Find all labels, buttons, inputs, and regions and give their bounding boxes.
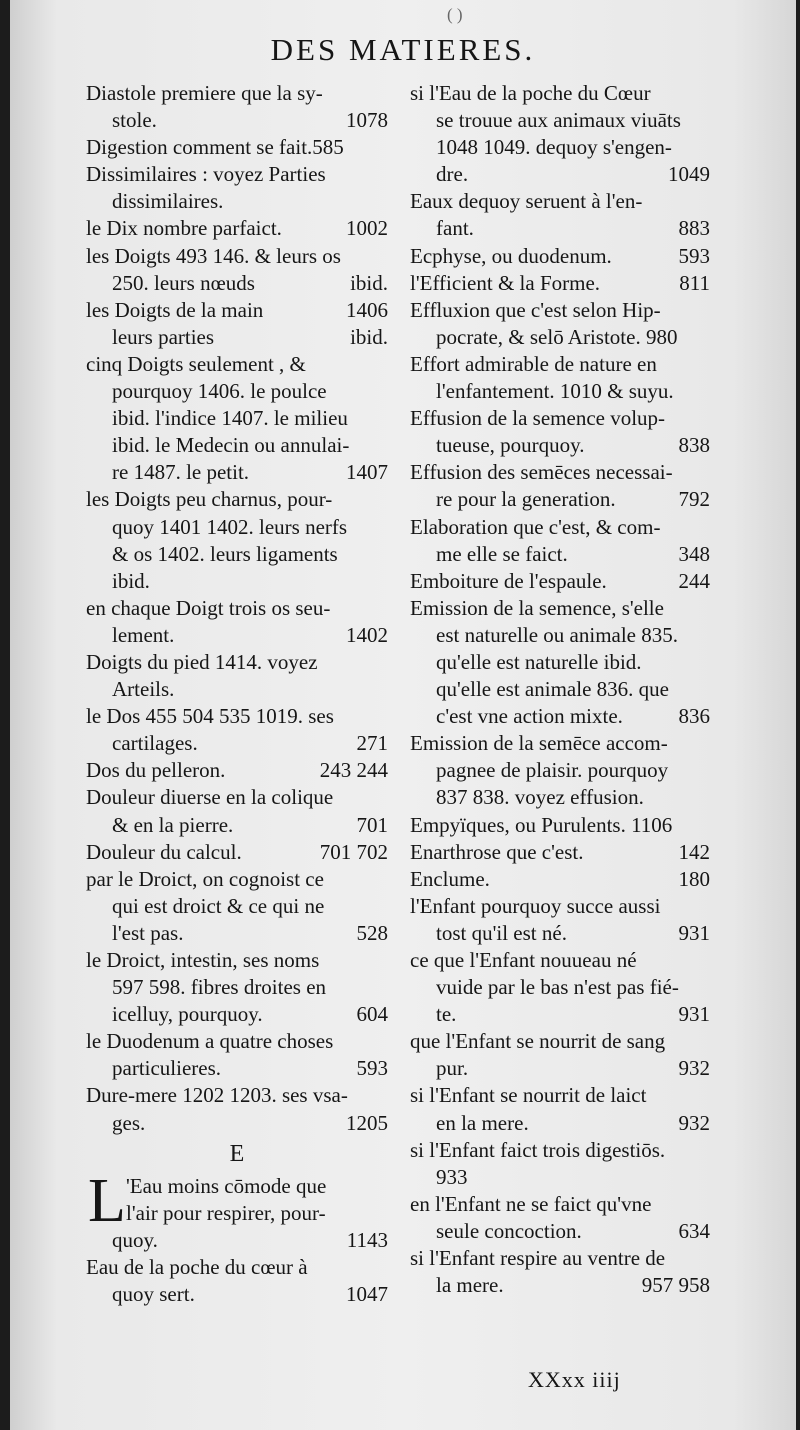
index-entry [410, 812, 710, 839]
entry-text: Doigts du pied 1414. voyez [86, 649, 318, 674]
index-entry [86, 1254, 388, 1308]
entry-line [86, 812, 388, 839]
entry-line [86, 1110, 388, 1137]
entry-line [410, 541, 710, 568]
index-entry [86, 649, 388, 703]
entry-text: Ecphyse, ou duodenum. [410, 243, 612, 268]
page-number: ibid. [350, 324, 388, 349]
page-number: 811 [679, 270, 710, 295]
entry-text: 597 598. fibres droites en [112, 975, 327, 1000]
page-number: 243 244 [319, 758, 388, 783]
entry-text: l'Efficient & la Forme. [410, 270, 601, 295]
index-entry [410, 405, 710, 459]
entry-text: les Doigts de la main [86, 297, 264, 322]
entry-text: le Dix nombre parfaict. [86, 216, 282, 241]
page-number: 348 [678, 541, 710, 566]
page-number: 1002 [346, 216, 388, 241]
entry-line [410, 595, 710, 622]
entry-line [86, 243, 388, 270]
page-number: 701 [356, 812, 388, 837]
index-entry [86, 1082, 388, 1136]
entry-line [410, 893, 710, 920]
page-number: ibid. [350, 270, 388, 295]
entry-line [410, 1055, 710, 1082]
entry-text: Emboiture de l'espaule. [410, 568, 607, 593]
index-entry [410, 243, 710, 270]
index-entry [410, 893, 710, 947]
entry-line [86, 730, 388, 757]
entry-line [410, 676, 710, 703]
page-number: 593 [678, 243, 710, 268]
entry-text: que l'Enfant se nourrit de sang [410, 1029, 666, 1054]
entry-text: Diastole premiere que la sy- [86, 81, 323, 105]
entry-line [86, 649, 388, 676]
entry-line [86, 1281, 388, 1308]
entry-line [410, 432, 710, 459]
page-number: 932 [678, 1056, 710, 1081]
entry-line [410, 568, 710, 595]
entry-line [86, 188, 388, 215]
index-entry [410, 595, 710, 730]
page-number: 142 [678, 839, 710, 864]
signature-mark: XXxx iiij [528, 1367, 621, 1392]
page-number: 180 [678, 866, 710, 891]
index-entry [86, 80, 388, 134]
index-entry [410, 1028, 710, 1082]
entry-line [86, 297, 388, 324]
entry-text: si l'Enfant se nourrit de laict [410, 1083, 647, 1108]
entry-text: ibid. l'indice 1407. le milieu [112, 406, 348, 431]
entry-text: te. [436, 1002, 457, 1027]
entry-text: l'enfantement. 1010 & suyu. [436, 379, 674, 404]
dropcap-entry [86, 1166, 388, 1254]
entry-text: 933 [436, 1164, 468, 1189]
index-entry [86, 784, 388, 838]
entry-line [86, 568, 388, 595]
page-number: 883 [678, 216, 710, 241]
entry-line [410, 703, 710, 730]
index-entry [86, 757, 388, 784]
entry-text: Arteils. [112, 677, 175, 702]
entry-text: qui est droict & ce qui ne [112, 893, 325, 918]
entry-line [410, 649, 710, 676]
entry-text: le Duodenum a quatre choses [86, 1029, 334, 1054]
entry-line [86, 947, 388, 974]
index-entry [410, 568, 710, 595]
index-entry [410, 1082, 710, 1136]
index-entry [410, 351, 710, 405]
entry-line [86, 80, 388, 107]
entry-line [410, 974, 710, 1001]
entry-text: Eau de la poche du cœur à [86, 1254, 308, 1279]
index-entry [86, 243, 388, 297]
index-entry [86, 486, 388, 594]
page-number: 593 [356, 1056, 388, 1081]
entry-line [86, 1028, 388, 1055]
entry-text: 250. leurs nœuds [112, 270, 255, 295]
entry-line [410, 1164, 710, 1191]
entry-line [86, 432, 388, 459]
entry-line [410, 324, 710, 351]
entry-text: 837 838. voyez effusion. [436, 785, 644, 810]
page-number: 271 [356, 731, 388, 756]
entry-line [86, 1082, 388, 1109]
index-entry [410, 947, 710, 1028]
entry-line [410, 839, 710, 866]
entry-line [410, 1218, 710, 1245]
page-number: 1078 [346, 108, 388, 133]
entry-text: l'Enfant pourquoy succe aussi [410, 893, 661, 918]
entry-text: pocrate, & selō Aristote. 980 [436, 324, 678, 349]
entry-line [410, 920, 710, 947]
entry-text: Eaux dequoy seruent à l'en- [410, 189, 643, 214]
entry-line [410, 1245, 710, 1272]
entry-text: se trouue aux animaux viuāts [436, 108, 681, 133]
entry-text: ibid. [112, 568, 150, 593]
entry-line [410, 1272, 710, 1299]
entry-line [86, 270, 388, 297]
entry-text: Effusion de la semence volup- [410, 406, 666, 431]
book-page [10, 0, 796, 1430]
entry-line [410, 757, 710, 784]
entry-line [86, 893, 388, 920]
index-entry [410, 80, 710, 188]
entry-text: 1048 1049. dequoy s'engen- [436, 135, 672, 160]
index-entry [86, 947, 388, 1028]
index-entry [86, 161, 388, 215]
page-number: 1406 [346, 297, 388, 322]
index-entry [410, 514, 710, 568]
entry-line [86, 486, 388, 513]
entry-text: cinq Doigts seulement , & [86, 351, 306, 376]
page-number: 1407 [346, 460, 388, 485]
index-entry [410, 1191, 710, 1245]
entry-text: Enclume. [410, 866, 490, 891]
entry-line [86, 757, 388, 784]
entry-text: re 1487. le petit. [112, 460, 250, 485]
index-entry [86, 134, 388, 161]
entry-text: Digestion comment se fait.585 [86, 135, 344, 160]
entry-text: dre. [436, 162, 469, 187]
entry-line [86, 784, 388, 811]
entry-line [86, 161, 388, 188]
entry-text: Dissimilaires : voyez Parties [86, 162, 326, 187]
entry-text: pagnee de plaisir. pourquoy [436, 758, 669, 783]
entry-text: re pour la generation. [436, 487, 616, 512]
entry-text: quoy sert. [112, 1282, 195, 1307]
entry-line [86, 676, 388, 703]
entry-text: fant. [436, 216, 474, 241]
entry-line [410, 514, 710, 541]
right-column [410, 80, 710, 1299]
entry-line [410, 1110, 710, 1137]
entry-line [410, 459, 710, 486]
index-entry [86, 1028, 388, 1082]
index-entry [86, 215, 388, 242]
entry-text: stole. [112, 108, 157, 133]
entry-line [410, 947, 710, 974]
page-number: 836 [678, 704, 710, 729]
entry-line [86, 215, 388, 242]
entry-line: l'air pour respirer, pour- [126, 1200, 326, 1225]
entry-text: en la mere. [436, 1110, 529, 1135]
entry-line [410, 378, 710, 405]
entry-line [86, 541, 388, 568]
entry-line [410, 1082, 710, 1109]
left-column [86, 80, 388, 1308]
index-entry [410, 188, 710, 242]
entry-text: ges. [112, 1110, 146, 1135]
entry-line [86, 1001, 388, 1028]
top-mark: ( ) [447, 5, 463, 24]
entry-text: Emission de la semence, s'elle [410, 595, 664, 620]
entry-text: Effort admirable de nature en [410, 351, 657, 376]
page-title: DES MATIERES. [270, 32, 536, 67]
entry-text: lement. [112, 622, 175, 647]
index-entry [86, 703, 388, 757]
entry-line [86, 1227, 388, 1254]
entry-text: si l'Enfant faict trois digestiōs. [410, 1137, 666, 1162]
entry-text: tost qu'il est né. [436, 920, 567, 945]
entry-text: dissimilaires. [112, 189, 224, 214]
entry-line [410, 866, 710, 893]
entry-line [410, 486, 710, 513]
section-letter: E [229, 1140, 245, 1167]
page-number: 634 [678, 1218, 710, 1243]
entry-text: le Droict, intestin, ses noms [86, 948, 320, 972]
entry-text: Effusion des semēces necessai- [410, 460, 673, 485]
entry-text: quoy. [112, 1227, 158, 1252]
entry-text: Enarthrose que c'est. [410, 839, 584, 864]
entry-line [86, 866, 388, 893]
entry-line [410, 1001, 710, 1028]
entry-line [410, 622, 710, 649]
entry-line [410, 161, 710, 188]
entry-text: seule concoction. [436, 1218, 582, 1243]
entry-text: Empyïques, ou Purulents. 1106 [410, 812, 673, 837]
page-number: 932 [678, 1110, 710, 1135]
entry-line [410, 1028, 710, 1055]
entry-text: les Doigts peu charnus, pour- [86, 487, 333, 512]
entry-text: particulieres. [112, 1056, 222, 1081]
entry-line [86, 378, 388, 405]
index-entry [86, 866, 388, 947]
entry-text: le Dos 455 504 535 1019. ses [86, 704, 334, 729]
entry-text: icelluy, pourquoy. [112, 1002, 263, 1027]
entry-text: ce que l'Enfant nouueau né [410, 948, 637, 972]
entry-text: pur. [436, 1056, 469, 1081]
entry-line [86, 595, 388, 622]
entry-text: est naturelle ou animale 835. [436, 622, 679, 647]
entry-line [410, 107, 710, 134]
entry-text: en l'Enfant ne se faict qu'vne [410, 1191, 652, 1216]
page-number: 792 [678, 487, 710, 512]
page-number: 701 702 [319, 839, 388, 864]
entry-line [86, 920, 388, 947]
entry-text: par le Droict, on cognoist ce [86, 866, 324, 891]
index-entry [86, 1166, 388, 1254]
entry-text: en chaque Doigt trois os seu- [86, 595, 331, 620]
entry-text: si l'Enfant respire au ventre de [410, 1246, 666, 1271]
index-entry [86, 351, 388, 486]
entry-text: Dos du pelleron. [86, 758, 226, 783]
entry-text: & en la pierre. [112, 812, 234, 837]
index-entry [86, 839, 388, 866]
page-number: 931 [678, 920, 710, 945]
index-entry [410, 1245, 710, 1299]
page-number: 957 958 [641, 1273, 710, 1298]
index-entry [410, 866, 710, 893]
entry-line [86, 351, 388, 378]
entry-text: vuide par le bas n'est pas fié- [436, 975, 679, 1000]
entry-text: Emission de la semēce accom- [410, 731, 668, 756]
index-entry [410, 297, 710, 351]
entry-text: Douleur diuerse en la colique [86, 785, 334, 810]
entry-line [86, 134, 388, 161]
entry-line [86, 107, 388, 134]
entry-line [86, 1055, 388, 1082]
entry-line [410, 351, 710, 378]
entry-line [86, 703, 388, 730]
entry-text: leurs parties [112, 324, 215, 349]
entry-text: si l'Eau de la poche du Cœur [410, 81, 651, 105]
page-number: 1049 [668, 162, 710, 187]
index-entry [86, 297, 388, 351]
entry-line [86, 514, 388, 541]
entry-text: tueuse, pourquoy. [436, 433, 585, 458]
left-entries-after [86, 1254, 388, 1308]
entry-text: Dure-mere 1202 1203. ses vsa- [86, 1083, 348, 1108]
entry-line [86, 622, 388, 649]
entry-text: la mere. [436, 1273, 504, 1298]
page-number: 838 [678, 433, 710, 458]
entry-line [410, 215, 710, 242]
entry-line [86, 459, 388, 486]
entry-line [410, 405, 710, 432]
page-number: 1402 [346, 622, 388, 647]
dropcap-letter: L [88, 1166, 126, 1235]
page-number: 604 [356, 1002, 388, 1027]
entry-text: Elaboration que c'est, & com- [410, 514, 661, 539]
entry-text: qu'elle est naturelle ibid. [436, 649, 642, 674]
page-number: 1047 [346, 1282, 388, 1307]
page-number: 931 [678, 1002, 710, 1027]
entry-line [410, 188, 710, 215]
entry-line [410, 134, 710, 161]
entry-line [410, 730, 710, 757]
entry-text: c'est vne action mixte. [436, 704, 623, 729]
index-entry [410, 839, 710, 866]
entry-line [410, 812, 710, 839]
entry-line [410, 297, 710, 324]
entry-line [410, 243, 710, 270]
right-entries [410, 80, 710, 1299]
entry-text: & os 1402. leurs ligaments [112, 541, 338, 566]
index-entry [410, 270, 710, 297]
entry-line [410, 270, 710, 297]
entry-line [86, 974, 388, 1001]
index-entry [86, 595, 388, 649]
page-number: 1205 [346, 1110, 388, 1135]
entry-line [86, 324, 388, 351]
index-entry [410, 1137, 710, 1191]
entry-line [86, 405, 388, 432]
index-entry [410, 459, 710, 513]
entry-text: qu'elle est animale 836. que [436, 677, 669, 702]
entry-line: 'Eau moins cōmode que [126, 1173, 327, 1198]
entry-text: Effluxion que c'est selon Hip- [410, 297, 661, 322]
index-entry [410, 730, 710, 811]
entry-text: l'est pas. [112, 920, 184, 945]
page-number: 528 [356, 920, 388, 945]
entry-line [86, 1254, 388, 1281]
entry-line [410, 1137, 710, 1164]
page-number: 244 [678, 568, 710, 593]
entry-text: pourquoy 1406. le poulce [112, 379, 327, 404]
entry-line [410, 1191, 710, 1218]
entry-text: cartilages. [112, 731, 198, 756]
entry-text: me elle se faict. [436, 541, 568, 566]
entry-line [86, 839, 388, 866]
left-entries [86, 80, 388, 1137]
entry-text: ibid. le Medecin ou annulai- [112, 433, 350, 458]
entry-text: Douleur du calcul. [86, 839, 242, 864]
entry-text: les Doigts 493 146. & leurs os [86, 243, 341, 268]
entry-text: quoy 1401 1402. leurs nerfs [112, 514, 348, 539]
entry-line [410, 784, 710, 811]
entry-line [410, 80, 710, 107]
page-number: 1143 [346, 1227, 388, 1252]
